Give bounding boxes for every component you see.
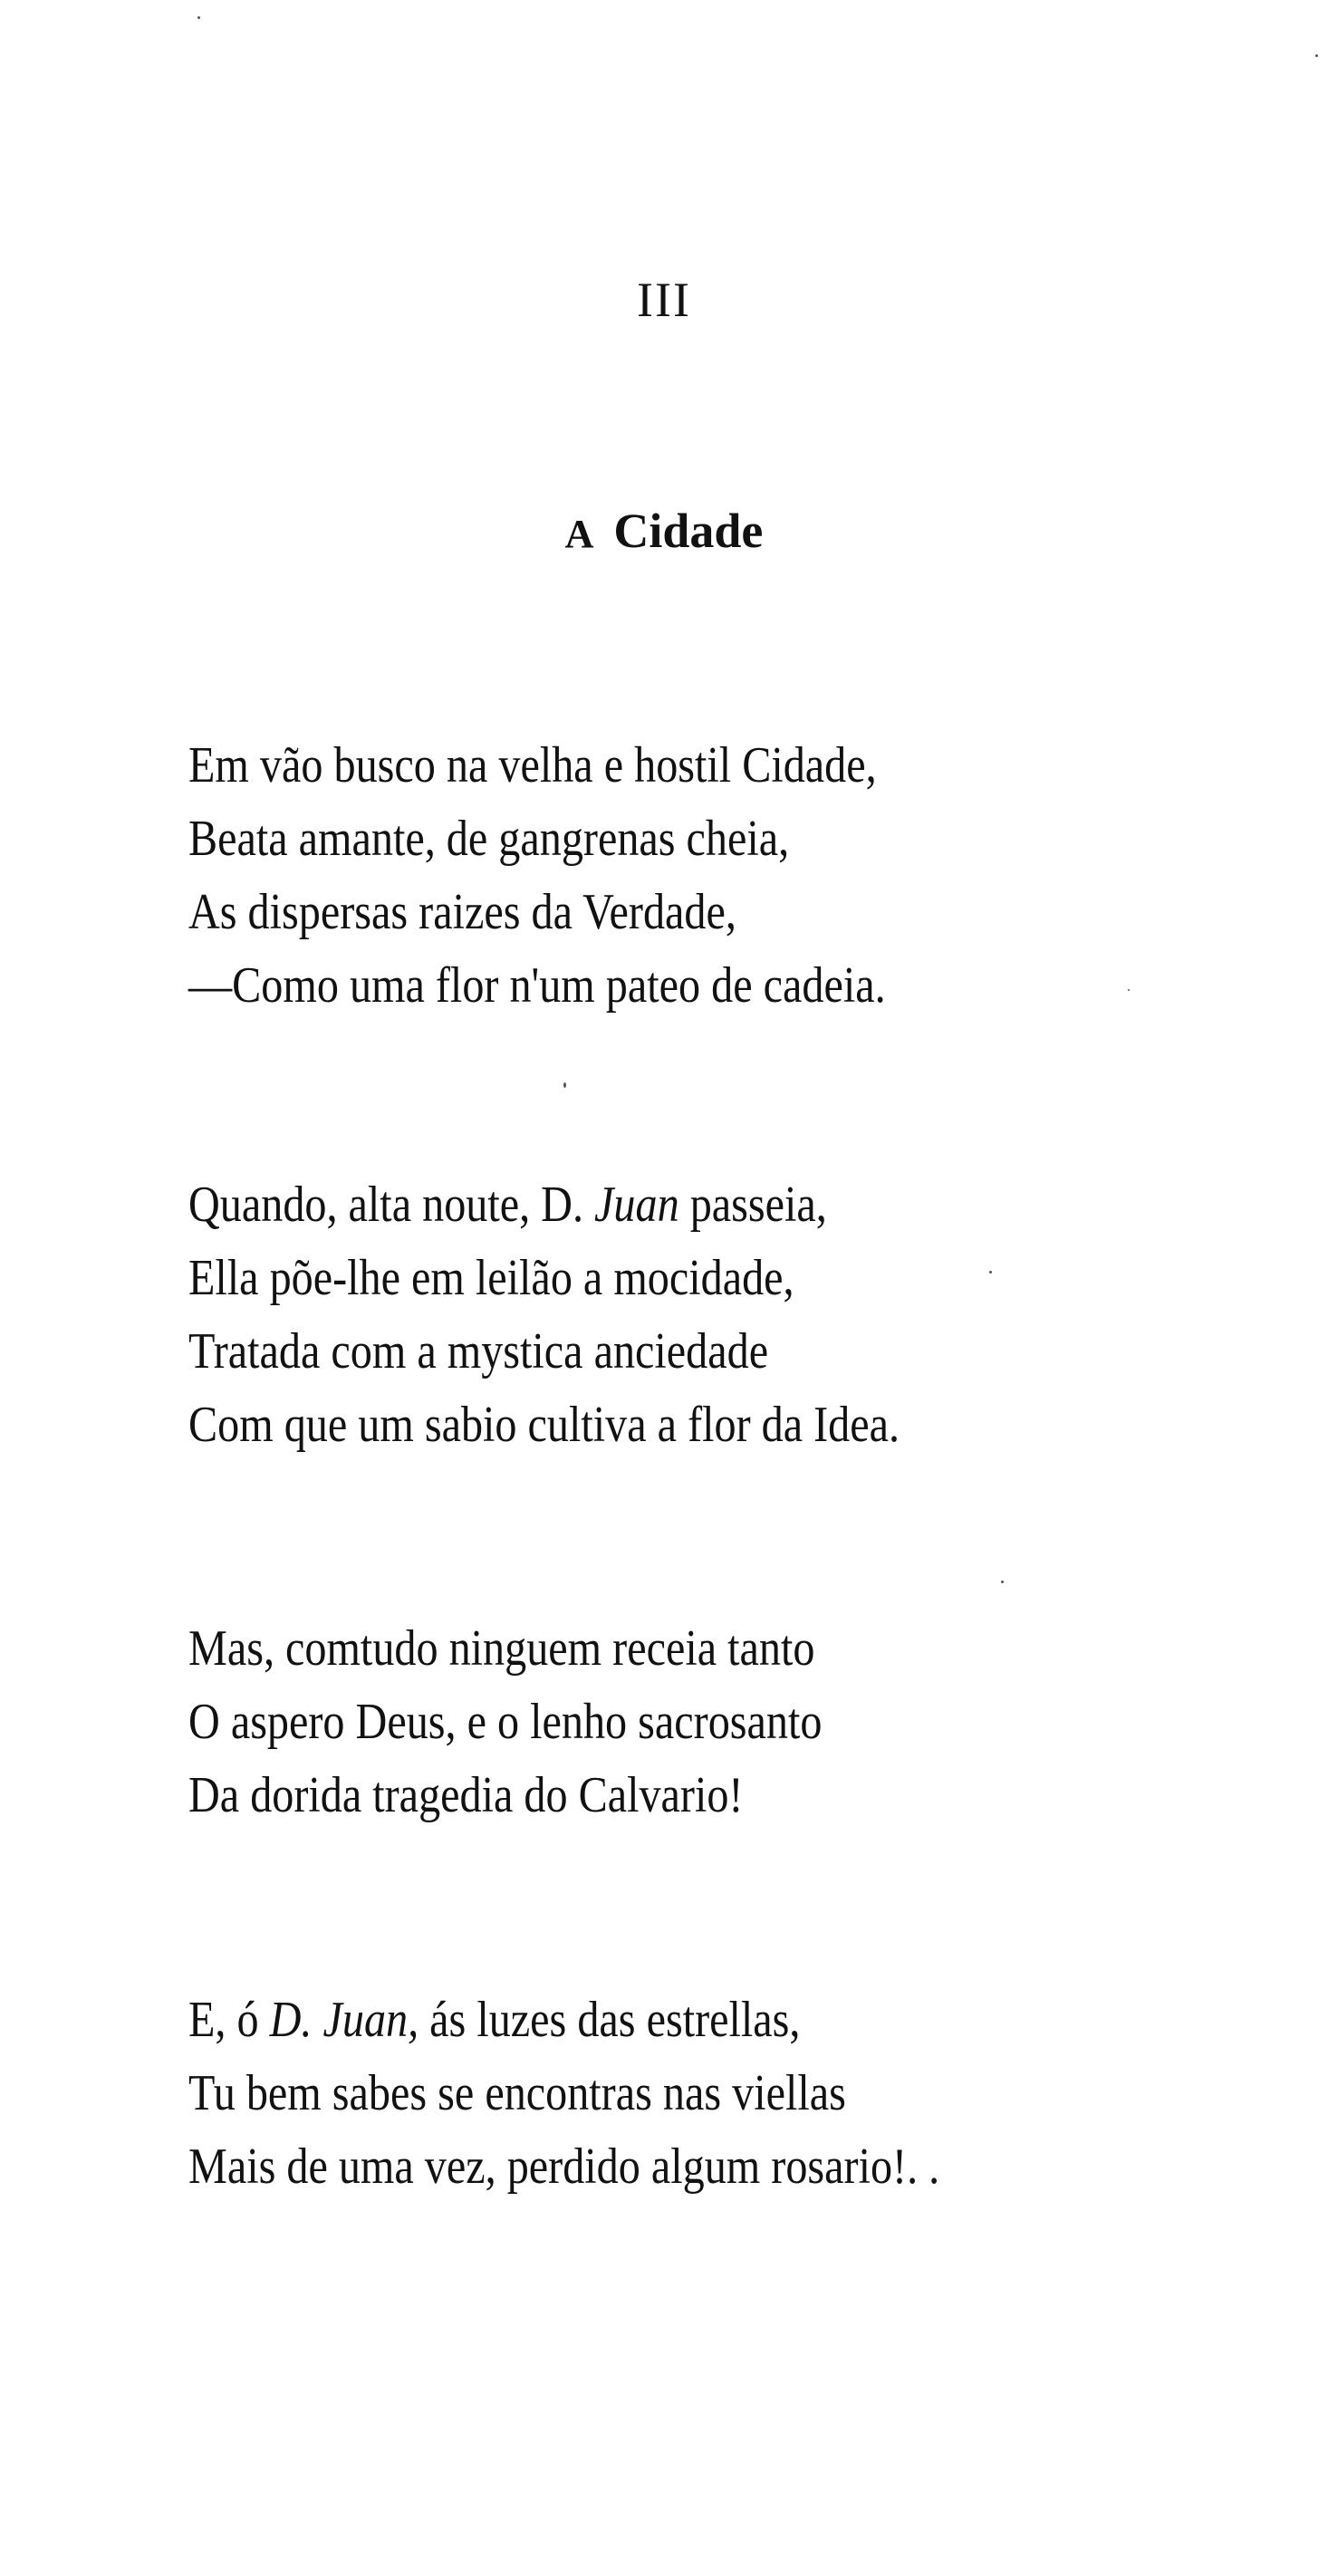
- verse-line: Beata amante, de gangrenas cheia,: [188, 811, 790, 867]
- verse-line: Mais de uma vez, perdido algum rosario!. .: [188, 2139, 940, 2195]
- verse-line: Tratada com a mystica anciedade: [188, 1323, 769, 1379]
- verse-line: As dispersas raizes da Verdade,: [188, 884, 736, 940]
- verse-text: Quando, alta noute, D.: [188, 1177, 595, 1233]
- verse-line: —Como uma flor n'um pateo de cadeia.: [188, 957, 886, 1014]
- stanza-4: [188, 1984, 939, 2204]
- verse-italic: D. Juan,: [269, 1992, 419, 2048]
- print-speck: [1001, 1581, 1004, 1583]
- verse-line: Tu bem sabes se encontras nas viellas: [188, 2065, 846, 2121]
- print-speck: [989, 1271, 992, 1274]
- verse-line: Ella põe-lhe em leilão a mocidade,: [188, 1250, 794, 1306]
- print-speck: [563, 1082, 566, 1088]
- verse-text: passeia,: [678, 1177, 827, 1233]
- verse-line: Com que um sabio cultiva a flor da Idea.: [188, 1397, 900, 1453]
- verse-line: [188, 1984, 939, 2057]
- verse-text: E, ó: [188, 1992, 270, 2048]
- verse-line: O aspero Deus, e o lenho sacrosanto: [188, 1694, 823, 1750]
- stanza-3: [188, 1612, 822, 1832]
- poem-title: [0, 503, 1328, 559]
- verse-italic: Juan: [594, 1177, 679, 1233]
- stanza-2: [188, 1168, 900, 1462]
- poem-title-initial: A: [564, 512, 594, 556]
- print-speck: [197, 16, 200, 19]
- verse-line: Em vão busco na velha e hostil Cidade,: [188, 737, 877, 793]
- verse-line: [188, 1168, 900, 1242]
- verse-text: ás luzes das estrellas,: [419, 1992, 801, 2048]
- stanza-1: [188, 729, 886, 1023]
- poem-title-rest: Cidade: [613, 504, 764, 558]
- section-numeral: III: [637, 273, 691, 327]
- print-speck: [1128, 989, 1130, 991]
- verse-line: Mas, comtudo ninguem receia tanto: [188, 1620, 815, 1677]
- verse-line: Da dorida tragedia do Calvario!: [188, 1767, 744, 1823]
- print-speck: [1315, 54, 1318, 57]
